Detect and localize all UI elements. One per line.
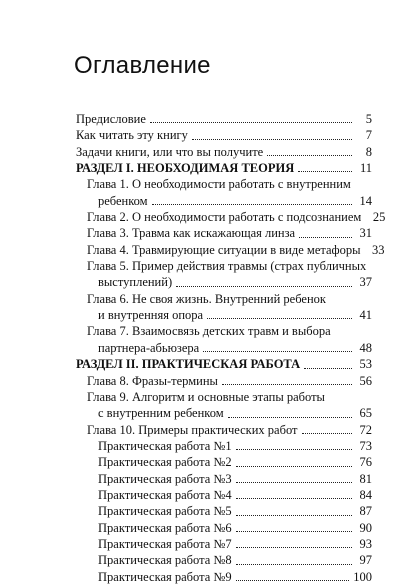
toc-entry-label: Практическая работа №8 [98, 553, 232, 568]
toc-entry-label: Практическая работа №6 [98, 520, 232, 535]
toc-entry-label: Задачи книги, или что вы получите [76, 144, 264, 159]
dot-leader [236, 579, 350, 581]
page-title: Оглавление [74, 52, 211, 79]
toc-entry-label: с внутренним ребенком [98, 406, 224, 421]
toc-section-heading [76, 160, 372, 176]
dot-leader [267, 154, 352, 156]
toc-entry-label: ребенком [98, 193, 148, 208]
toc-entry [76, 422, 372, 438]
page-number: 33 [372, 242, 385, 257]
dot-leader [236, 546, 352, 548]
dot-leader [236, 465, 352, 467]
toc-entry-label: Глава 6. Не своя жизнь. Внутренний ребенок [87, 291, 326, 306]
toc-entry [76, 111, 372, 127]
toc-entry [76, 323, 372, 356]
toc-section-heading [76, 356, 372, 372]
toc-entry-label: и внутренняя опора [98, 308, 204, 323]
toc-entry-label: Практическая работа №9 [98, 569, 232, 584]
toc-entry-label: Практическая работа №1 [98, 438, 232, 453]
page-number: 56 [359, 373, 372, 388]
toc-entry-label: Практическая работа №4 [98, 487, 232, 502]
toc-entry-label: выступлений) [98, 275, 173, 290]
page-number: 48 [359, 340, 372, 355]
toc-entry [76, 127, 372, 143]
toc-entry [76, 438, 372, 454]
dot-leader [236, 497, 352, 499]
page-number: 93 [359, 536, 372, 551]
page-number: 100 [353, 569, 372, 584]
toc-entry-label: Глава 1. О необходимости работать с внутренним [87, 177, 351, 192]
toc-entry-label: РАЗДЕЛ I. НЕОБХОДИМАЯ ТЕОРИЯ [76, 161, 295, 176]
toc-entry [76, 209, 386, 225]
toc-entry-label: РАЗДЕЛ II. ПРАКТИЧЕСКАЯ РАБОТА [76, 357, 301, 372]
toc-entry-label: Практическая работа №2 [98, 455, 232, 470]
page-number: 8 [365, 144, 372, 159]
toc-entry-label: Глава 7. Взаимосвязь детских травм и выбора [87, 324, 331, 339]
toc-entry [76, 225, 372, 241]
table-of-contents [76, 111, 386, 585]
page-number: 97 [359, 553, 372, 568]
page-number: 87 [359, 504, 372, 519]
dot-leader [302, 432, 352, 434]
toc-entry [76, 471, 372, 487]
page-number: 65 [359, 406, 372, 421]
toc-entry [76, 258, 372, 291]
toc-entry [76, 176, 372, 209]
toc-entry [76, 536, 372, 552]
dot-leader [203, 350, 352, 352]
dot-leader [192, 138, 352, 140]
toc-entry [76, 552, 372, 568]
toc-entry-label: Глава 2. О необходимости работать с подсознанием [87, 210, 362, 225]
toc-entry-label: Глава 3. Травма как искажающая линза [87, 226, 296, 241]
page-number: 90 [359, 520, 372, 535]
dot-leader [222, 383, 352, 385]
dot-leader [304, 367, 352, 369]
toc-entry-label: партнера-абьюзера [98, 340, 200, 355]
page-number: 53 [359, 357, 372, 372]
dot-leader [152, 203, 352, 205]
page-number: 81 [359, 471, 372, 486]
dot-leader [236, 530, 352, 532]
dot-leader [299, 236, 352, 238]
toc-entry-label: Глава 4. Травмирующие ситуации в виде метафоры [87, 242, 361, 257]
page-number: 41 [359, 308, 372, 323]
dot-leader [236, 563, 352, 565]
toc-entry [76, 373, 372, 389]
dot-leader [207, 317, 352, 319]
dot-leader [236, 481, 352, 483]
toc-entry [76, 520, 372, 536]
toc-entry [76, 389, 372, 422]
page-number: 72 [359, 422, 372, 437]
page-number: 5 [365, 112, 372, 126]
toc-entry-label: Глава 9. Алгоритм и основные этапы работы [87, 389, 325, 404]
toc-entry-label: Практическая работа №7 [98, 536, 232, 551]
dot-leader [298, 170, 352, 172]
dot-leader [228, 416, 352, 418]
toc-entry [76, 242, 385, 258]
toc-entry [76, 487, 372, 503]
page-number: 25 [372, 210, 386, 225]
toc-entry-label: Практическая работа №3 [98, 471, 232, 486]
toc-entry-label: Глава 10. Примеры практических работ [87, 422, 298, 437]
toc-entry [76, 503, 372, 519]
toc-entry-label: Практическая работа №5 [98, 504, 232, 519]
toc-entry [76, 144, 372, 160]
page-number: 31 [359, 226, 372, 241]
page-number: 11 [359, 161, 372, 176]
toc-entry [76, 569, 372, 585]
dot-leader [236, 448, 352, 450]
toc-entry [76, 291, 372, 324]
page-number: 37 [359, 275, 372, 290]
page-number: 76 [359, 455, 372, 470]
toc-entry-label: Предисловие [76, 112, 146, 126]
page-number: 73 [359, 438, 372, 453]
page-number: 84 [359, 487, 372, 502]
dot-leader [236, 514, 352, 516]
toc-entry-label: Глава 8. Фразы-термины [87, 373, 218, 388]
dot-leader [150, 121, 352, 123]
toc-entry [76, 454, 372, 470]
toc-entry-label: Глава 5. Пример действия травмы (страх публичных [87, 259, 367, 274]
dot-leader [176, 285, 352, 287]
page-number: 14 [359, 193, 372, 208]
toc-entry-label: Как читать эту книгу [76, 128, 188, 143]
page-number: 7 [365, 128, 372, 143]
